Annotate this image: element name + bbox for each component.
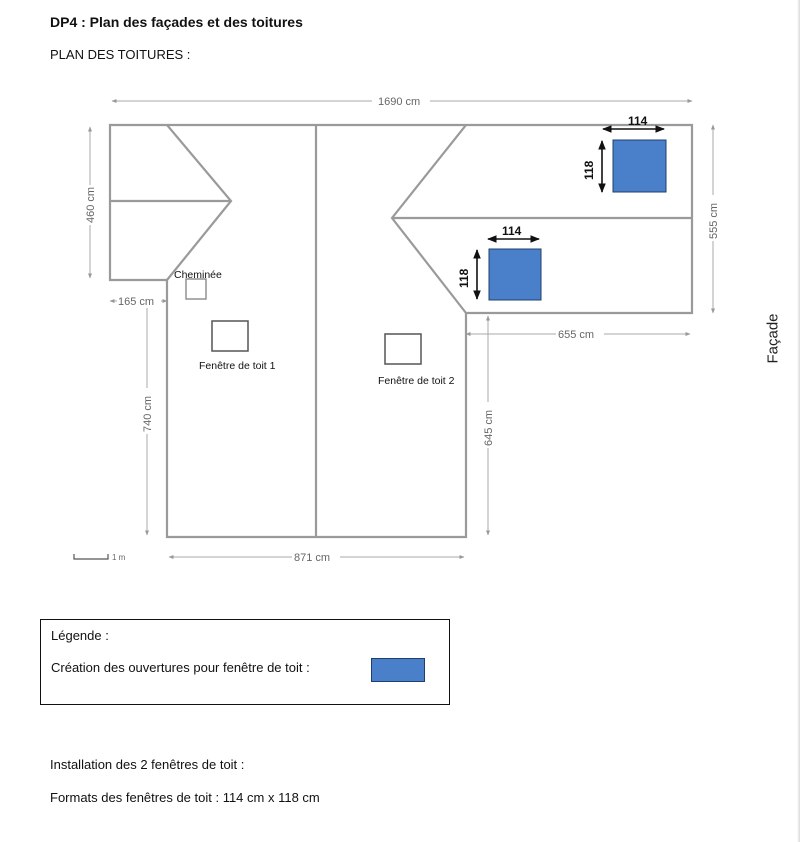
roof-window-2 bbox=[385, 334, 421, 364]
new-opening-upper bbox=[613, 140, 666, 192]
legend-title: Légende : bbox=[51, 628, 109, 643]
opening-lower-width-label: 114 bbox=[502, 224, 522, 238]
section-subtitle: PLAN DES TOITURES : bbox=[50, 47, 191, 62]
window-format-note: Formats des fenêtres de toit : 114 cm x 118 cm bbox=[50, 790, 320, 805]
building-outline bbox=[110, 125, 692, 537]
scale-bar-label: 1 m bbox=[112, 553, 126, 562]
legend-swatch-new-opening bbox=[371, 658, 425, 682]
roof-window-2-label: Fenêtre de toit 2 bbox=[378, 375, 455, 387]
dim-right-wing-width: 655 cm bbox=[558, 329, 595, 341]
roof-window-1-label: Fenêtre de toit 1 bbox=[199, 360, 276, 372]
dim-top-width: 1690 cm bbox=[378, 96, 421, 108]
roof-outer-outline bbox=[110, 125, 692, 537]
opening-upper-width-label: 114 bbox=[628, 114, 648, 128]
opening-lower-height-label: 118 bbox=[457, 268, 471, 288]
dim-bottom-width: 871 cm bbox=[294, 552, 331, 564]
legend-entry-label: Création des ouvertures pour fenêtre de toit : bbox=[51, 660, 310, 675]
left-hip-ridge bbox=[167, 125, 231, 280]
legend bbox=[40, 619, 450, 705]
page-title: DP4 : Plan des façades et des toitures bbox=[50, 14, 303, 30]
new-opening-lower bbox=[489, 249, 541, 300]
dim-left-height: 460 cm bbox=[85, 186, 97, 223]
dim-lower-left-height: 740 cm bbox=[142, 395, 154, 432]
dim-right-height: 555 cm bbox=[708, 202, 720, 239]
chimney-label: Cheminée bbox=[174, 269, 222, 281]
installation-note: Installation des 2 fenêtres de toit : bbox=[50, 757, 245, 772]
chimney bbox=[186, 279, 206, 299]
facade-label: Façade bbox=[764, 313, 782, 364]
scale-bar bbox=[74, 554, 108, 559]
roof-window-1 bbox=[212, 321, 248, 351]
opening-upper-height-label: 118 bbox=[582, 160, 596, 180]
dim-step-width: 165 cm bbox=[118, 296, 155, 308]
dim-lower-right-height: 645 cm bbox=[483, 409, 495, 446]
